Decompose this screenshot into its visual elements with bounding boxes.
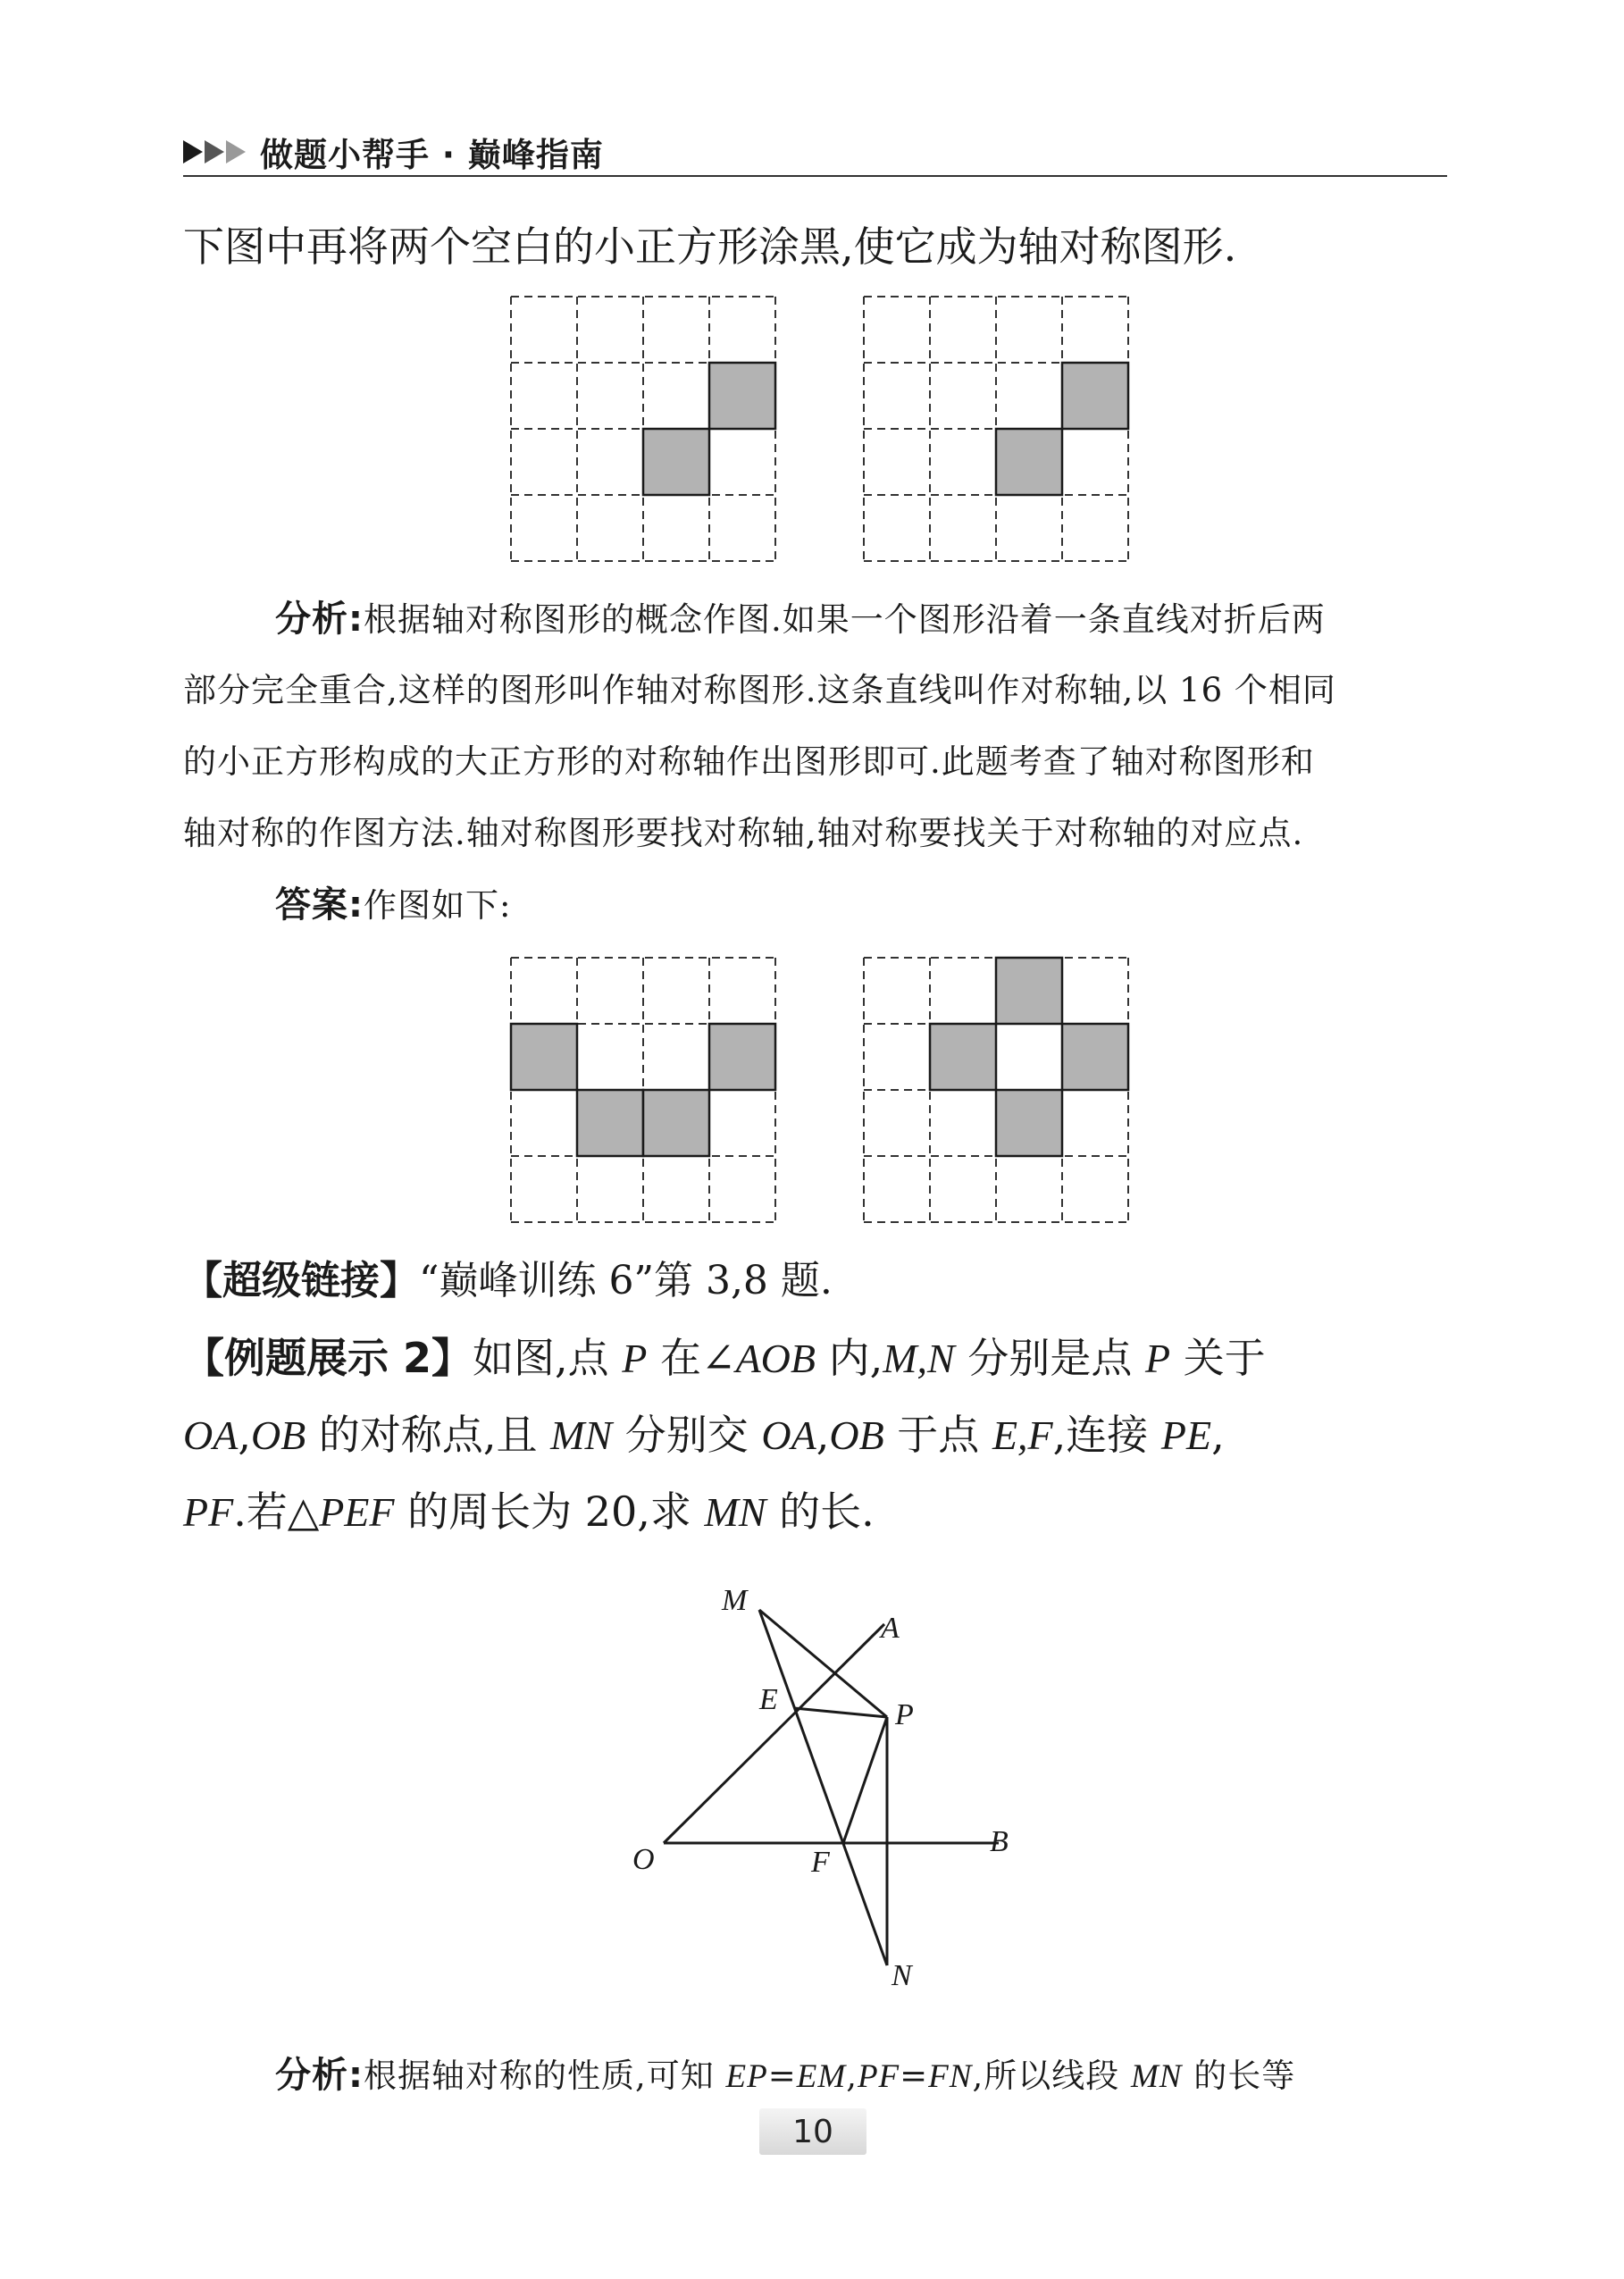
answer-line: 答案:作图如下: bbox=[275, 884, 512, 926]
shaded-cell bbox=[1062, 1024, 1128, 1090]
shaded-cell bbox=[643, 429, 709, 495]
shaded-cell bbox=[996, 429, 1062, 495]
segment-FP bbox=[843, 1717, 887, 1843]
example-2-line-3: PF.若△PEF 的周长为 20,求 MN 的长. bbox=[183, 1487, 875, 1536]
super-link-line bbox=[183, 1254, 833, 1308]
triple-arrow-icon bbox=[183, 140, 247, 163]
point-label-E: E bbox=[759, 1683, 778, 1716]
shaded-cell bbox=[643, 1090, 709, 1156]
analysis-1-line-2: 部分完全重合,这样的图形叫作轴对称图形.这条直线叫作对称轴,以 16 个相同 bbox=[183, 671, 1336, 709]
example-2-line-1: 【例题展示 2】如图,点 P 在∠AOB 内,M,N 分别是点 P 关于 bbox=[183, 1334, 1266, 1382]
answer-text: 作图如下: bbox=[364, 886, 512, 925]
answer-label: 答案 bbox=[275, 884, 348, 926]
super-link-label: 【超级链接】 bbox=[183, 1258, 419, 1303]
geometry-figure bbox=[607, 1563, 1036, 1992]
shaded-cell bbox=[930, 1024, 996, 1090]
analysis-2-label: 分析 bbox=[275, 2055, 348, 2096]
question-grid-left bbox=[509, 295, 777, 563]
answer-grid-left bbox=[509, 956, 777, 1224]
header-divider bbox=[183, 175, 1447, 177]
question-text: 下图中再将两个空白的小正方形涂黑,使它成为轴对称图形. bbox=[183, 222, 1237, 271]
point-label-A: A bbox=[881, 1612, 900, 1645]
shaded-cell bbox=[996, 958, 1062, 1024]
super-link-text: “巅峰训练 6”第 3,8 题. bbox=[419, 1258, 833, 1303]
point-label-M: M bbox=[722, 1584, 748, 1617]
answer-grid-right bbox=[862, 956, 1130, 1224]
shaded-cell bbox=[709, 363, 775, 429]
point-label-B: B bbox=[990, 1825, 1009, 1858]
page-number: 10 bbox=[759, 2108, 866, 2155]
segment-EP bbox=[794, 1708, 887, 1717]
analysis-2-line: 分析:根据轴对称的性质,可知 EP=EM,PF=FN,所以线段 MN 的长等 bbox=[275, 2055, 1296, 2096]
analysis-1-line-4: 轴对称的作图方法.轴对称图形要找对称轴,轴对称要找关于对称轴的对应点. bbox=[183, 814, 1304, 852]
ray-OA bbox=[664, 1624, 884, 1843]
shaded-cell bbox=[511, 1024, 577, 1090]
point-label-F: F bbox=[811, 1846, 830, 1879]
shaded-cell bbox=[996, 1090, 1062, 1156]
point-label-O: O bbox=[632, 1843, 655, 1876]
shaded-cell bbox=[577, 1090, 643, 1156]
shaded-cell bbox=[1062, 363, 1128, 429]
page-header bbox=[183, 125, 604, 179]
shaded-cell bbox=[709, 1024, 775, 1090]
analysis-label: 分析 bbox=[275, 599, 348, 640]
example-2-line-2: OA,OB 的对称点,且 MN 分别交 OA,OB 于点 E,F,连接 PE, bbox=[183, 1411, 1225, 1459]
header-title: 做题小帮手 · 巅峰指南 bbox=[260, 136, 604, 174]
point-label-P: P bbox=[895, 1698, 914, 1731]
analysis-1-line-1: 分析:根据轴对称图形的概念作图.如果一个图形沿着一条直线对折后两 bbox=[275, 599, 1326, 640]
question-grid-right bbox=[862, 295, 1130, 563]
example-2-label: 【例题展示 2】 bbox=[183, 1334, 473, 1382]
analysis-1-text-1: 根据轴对称图形的概念作图.如果一个图形沿着一条直线对折后两 bbox=[364, 600, 1326, 639]
point-label-N: N bbox=[892, 1959, 912, 1992]
analysis-1-line-3: 的小正方形构成的大正方形的对称轴作出图形即可.此题考查了轴对称图形和 bbox=[183, 742, 1315, 781]
